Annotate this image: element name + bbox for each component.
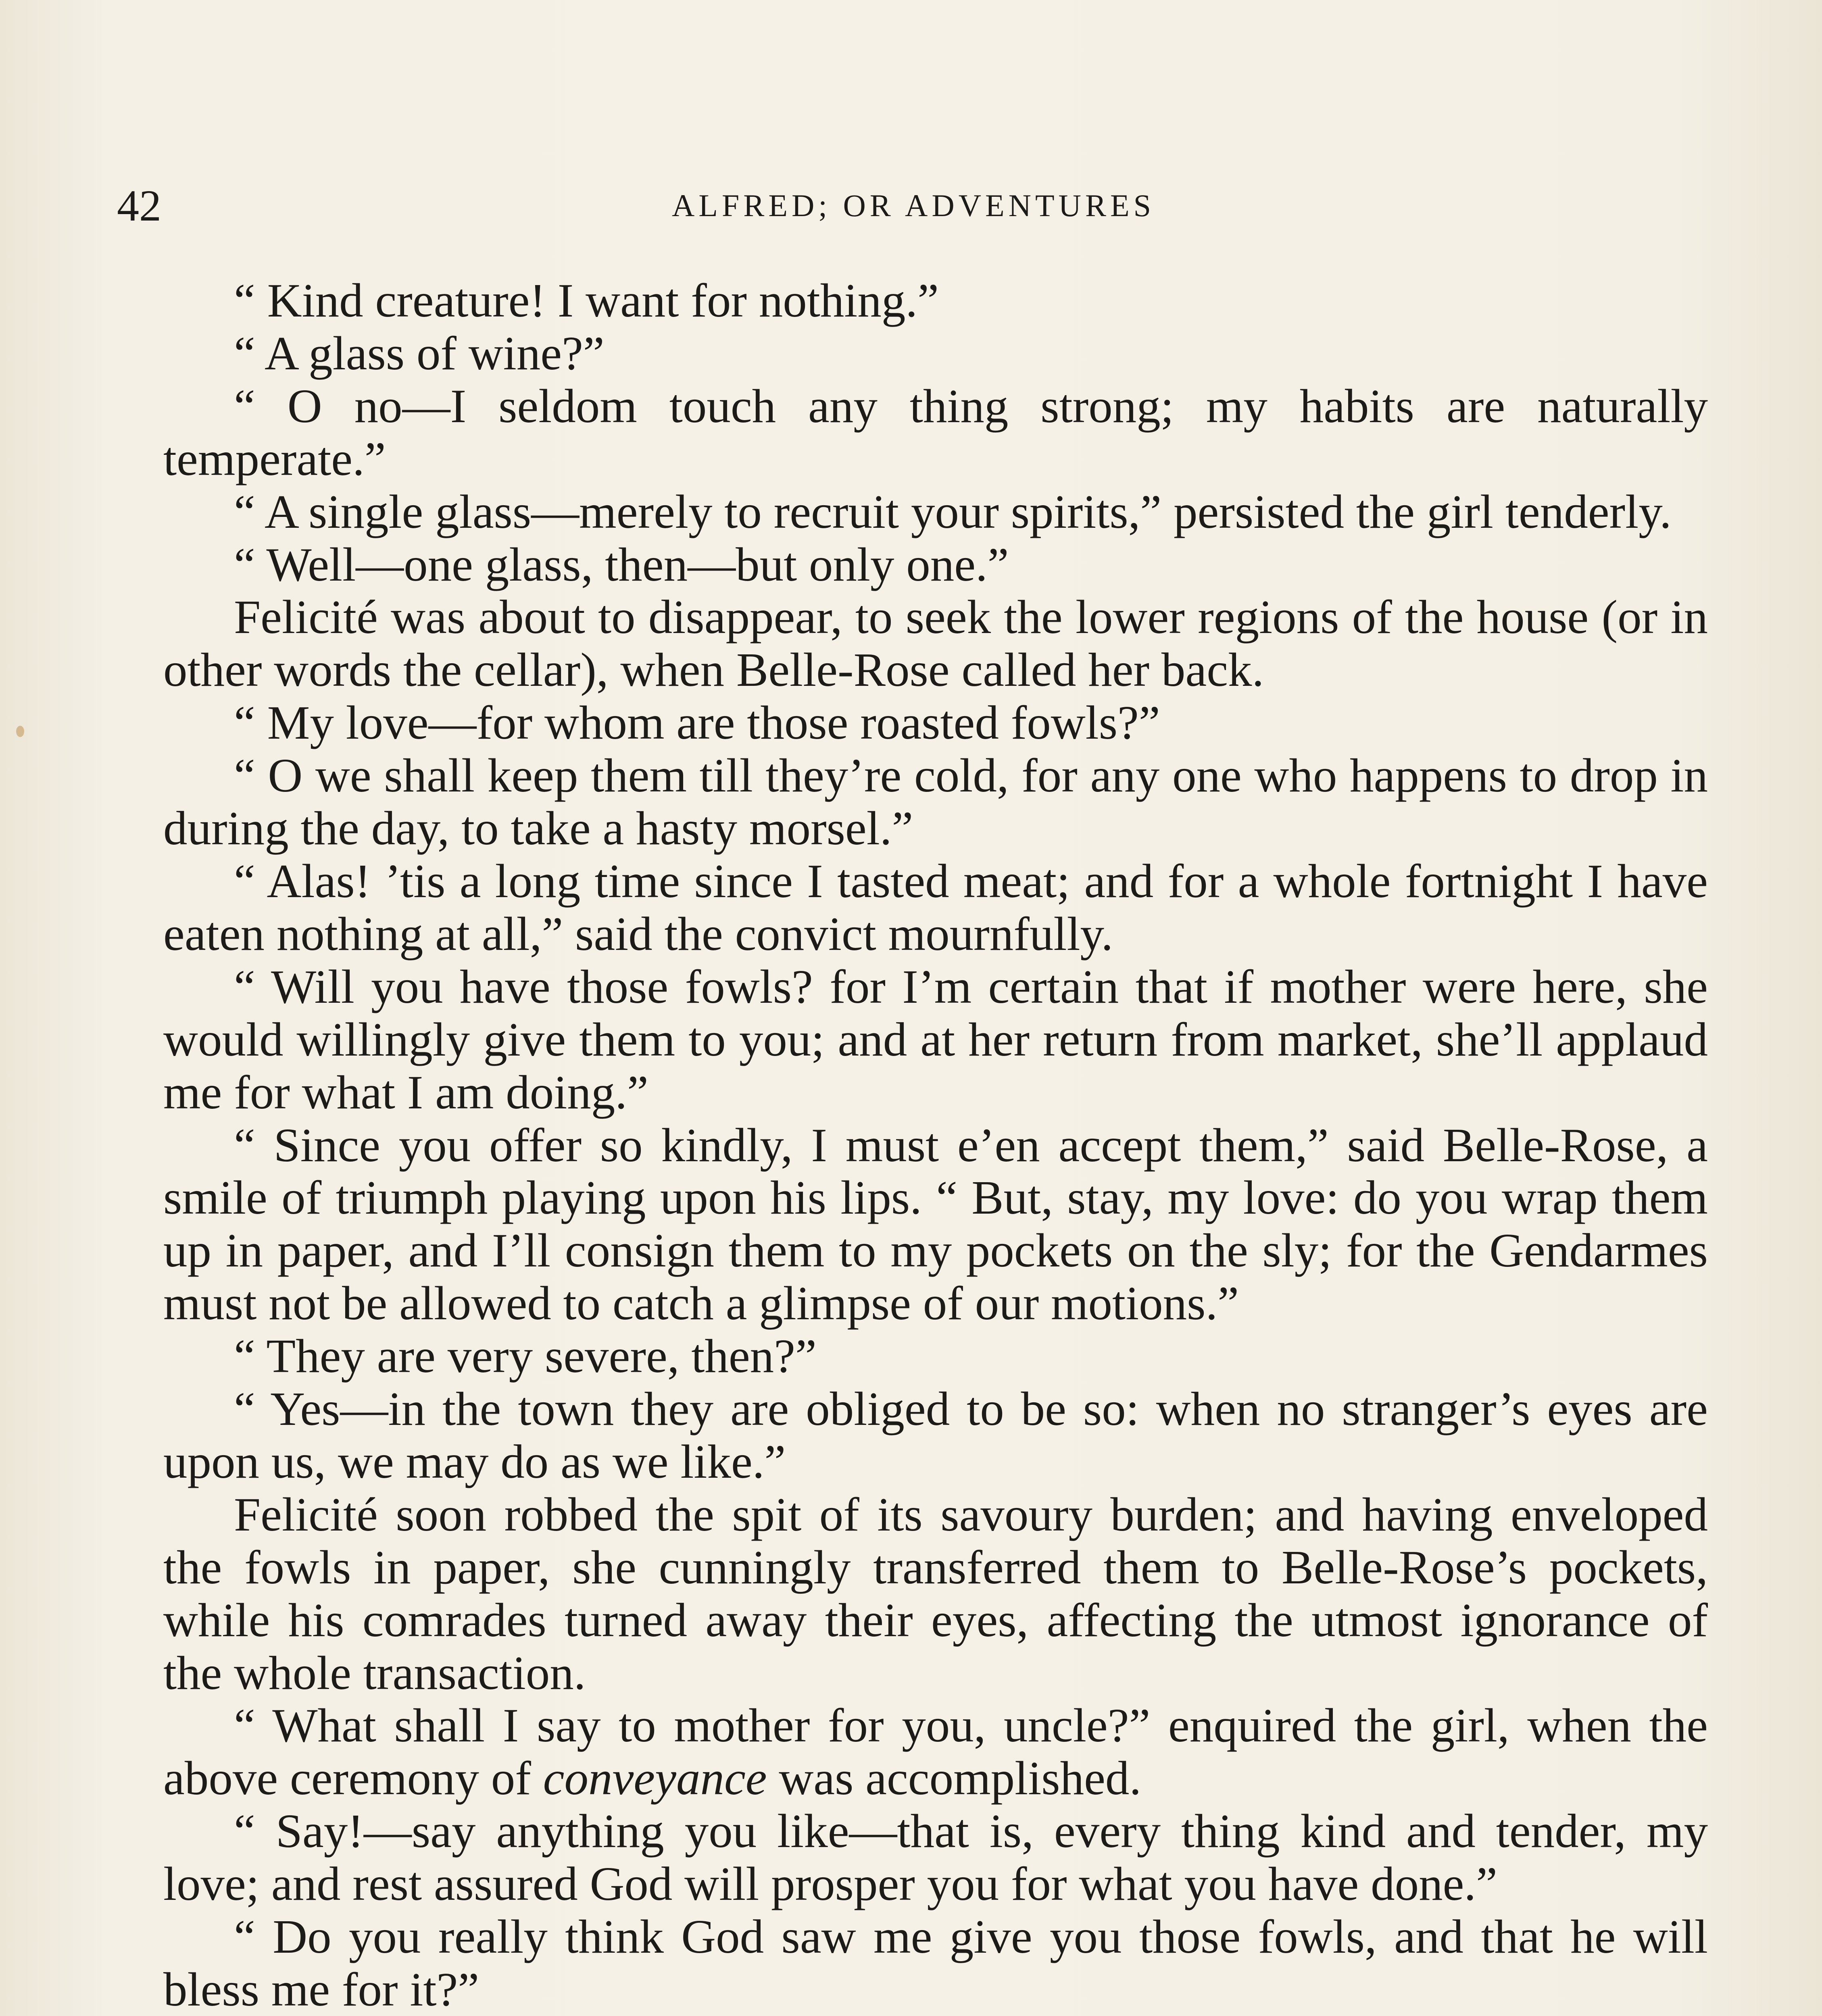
paragraph: “ Kind creature! I want for nothing.” (234, 274, 939, 327)
paragraph: “ Alas! ’tis a long time since I tasted meat; and for a whole fortnight I have eaten nothing at all,” said the convict mournfully. (163, 854, 1708, 960)
body-text (163, 274, 1708, 2016)
paragraph: “ O no—I seldom touch any thing strong; my habits are naturally temperate.” (163, 379, 1708, 485)
paragraph: “ Do you really think God saw me give you those fowls, and that he will bless me for it?” (163, 1910, 1708, 2016)
paragraph: “ A single glass—merely to recruit your spirits,” persisted the girl tenderly. (234, 485, 1672, 538)
running-head: ALFRED; OR ADVENTURES (671, 188, 1155, 223)
paragraph: “ Since you offer so kindly, I must e’en accept them,” said Belle-Rose, a smile of triumph playing upon his lips. “ But, stay, my love: do you wrap them up in paper, and I’ll consign them to my pockets on the sly; for the Gendarmes must not be allowed to catch a glimpse of our motions.” (163, 1118, 1708, 1330)
ink-blot (16, 726, 24, 737)
paragraph: “ A glass of wine?” (234, 326, 605, 380)
paragraph: “ O we shall keep them till they’re cold, for any one who happens to drop in during the day, to take a hasty morsel.” (163, 749, 1708, 855)
paragraph: “ My love—for whom are those roasted fowls?” (234, 696, 1160, 750)
paragraph: Felicité was about to disappear, to seek the lower regions of the house (or in other words the cellar), when Belle-Rose called her back. (163, 590, 1708, 697)
paragraph: “ They are very severe, then?” (234, 1329, 817, 1383)
page-header (117, 177, 1710, 234)
paragraph: “ Yes—in the town they are obliged to be so: when no stranger’s eyes are upon us, we may do as we like.” (163, 1382, 1708, 1488)
paragraph: “ Will you have those fowls? for I’m certain that if mother were here, she would willingly give them to you; and at her return from market, she’ll applaud me for what I am doing.” (163, 960, 1708, 1119)
paragraph: “ What shall I say to mother for you, uncle?” enquired the girl, when the above ceremony of conveyance was accomplished. (163, 1699, 1708, 1805)
paragraph: “ Well—one glass, then—but only one.” (234, 537, 1009, 591)
page-number: 42 (117, 181, 161, 230)
paragraph: “ Say!—say anything you like—that is, every thing kind and tender, my love; and rest assured God will prosper you for what you have done.” (163, 1804, 1708, 1911)
paragraph: Felicité soon robbed the spit of its savoury burden; and having enveloped the fowls in paper, she cunningly transferred them to Belle-Rose’s pockets, while his comrades turned away their eyes, affecting the utmost ignorance of the whole transaction. (163, 1487, 1708, 1699)
